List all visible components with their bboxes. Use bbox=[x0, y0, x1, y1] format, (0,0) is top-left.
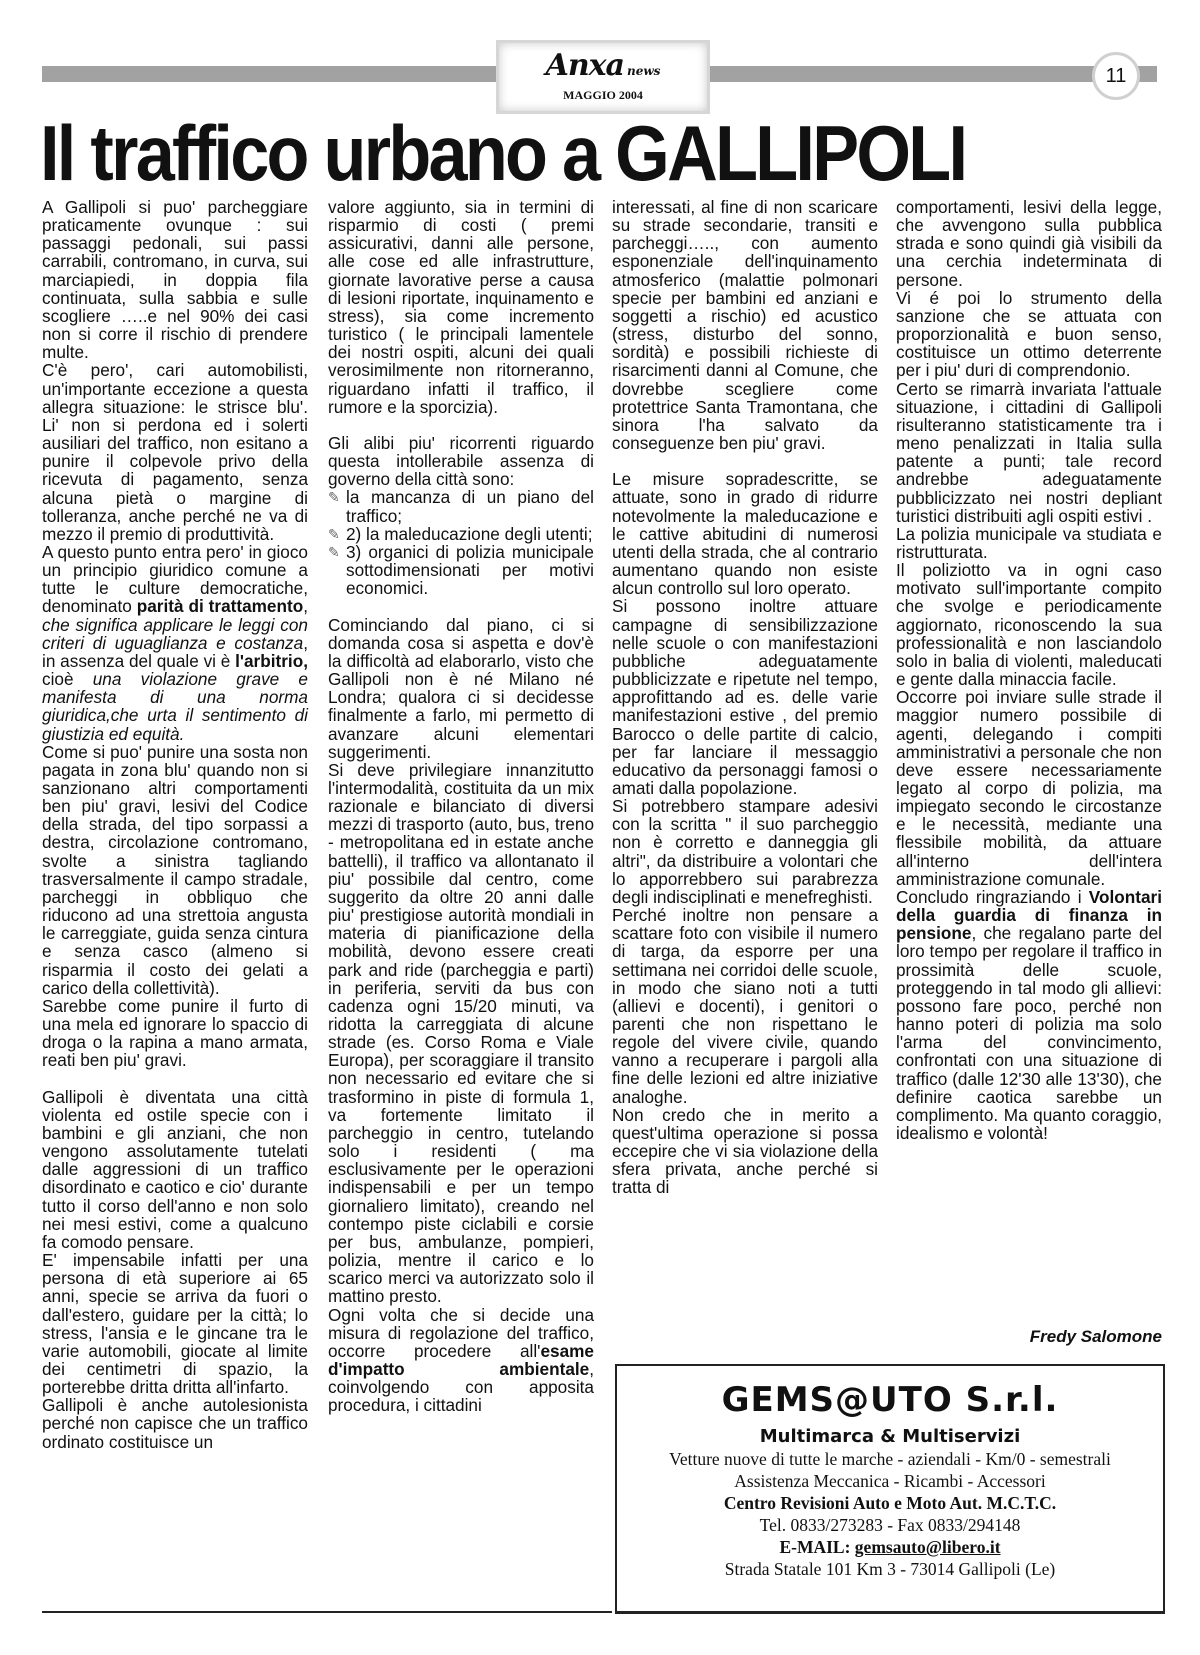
article-column-2 bbox=[328, 198, 594, 1414]
ad-tagline: Multimarca & Multiservizi bbox=[759, 1426, 1021, 1447]
ad-company-name: GEMS@UTO S.r.l. bbox=[721, 1380, 1059, 1420]
paragraph: Gallipoli è diventata una città violenta ed ostile specie con i bambini e gli anziani, che non vengono assolutamente tutelati dalle aggressioni di un traffico disordinato e caotico e cio' durante tutto il corso dell'anno e non solo nei mesi estivi, come a qualcuno fa comodo pensare. bbox=[42, 1086, 308, 1252]
text-run: , che regalano parte del loro tempo per regolare il traffico in prossimità delle scuole, proteggendo in tal modo gli allievi: possono fare poco, perché non hanno poteri di polizia ma solo l'arma del convincimento, confrontati con una situazione di traffico (dalle 12'30 alle 13'30), che definire caotica sarebbe un complimento. Ma quanto coraggio, idealismo e volontà! bbox=[896, 923, 1162, 1143]
paragraph: Vi é poi lo strumento della sanzione che se attuata con proporzionalità e buon senso, costituisce un ottimo deterrente per i piu' duri di comprendonio. bbox=[896, 287, 1162, 381]
paragraph: Non credo che in merito a quest'ultima operazione si possa eccepire che vi sia violazione della sfera privata, anche perché si tratta di bbox=[612, 1104, 878, 1198]
paragraph: C'è pero', cari automobilisti, un'importante eccezione a questa allegra situazione: le strisce blu'. Li' non si perdona ed i solerti ausiliari del traffico, non esitano a punire il colpevole privo della ricevuta di pagamento, senza alcuna pietà o margine di tolleranza, anche perché ne va di mezzo il premio di produttività. bbox=[42, 360, 308, 544]
text-run: , in assenza del quale vi è bbox=[42, 632, 308, 671]
article-column-4 bbox=[896, 198, 1162, 1142]
paragraph: Occorre poi inviare sulle strade il maggior numero possibile di agenti, delegando i compiti amministrativi a personale che non deve essere necessariamente legato al corpo di polizia, ma impiegato secondo le circostanze e le necessità, mediante una flessibile mobilità, da attuare all'interno dell'intera amministrazione comunale. bbox=[896, 687, 1162, 889]
paragraph: Certo se rimarrà invariata l'attuale situazione, i cittadini di Gallipoli risulteranno statisticamente tra i meno penalizzati in Italia sulla patente a punti; tale record andrebbe adeguatamente pubblicizzato nei nostri depliant turistici distribuiti agli ospiti estivi . bbox=[896, 378, 1162, 526]
paragraph bbox=[42, 543, 308, 743]
text-run: , bbox=[303, 596, 308, 617]
list-item bbox=[328, 525, 594, 543]
text-run: A questo punto entra pero' in gioco un principio giuridico comune a tutte le culture democratiche, denominato bbox=[42, 541, 308, 617]
text-run: cioè bbox=[42, 669, 93, 690]
italic-definition: una violazione grave e manifesta di una norma giuridica,che urta il sentimento di giustizia ed equità. bbox=[42, 669, 308, 744]
paragraph: Il poliziotto va in ogni caso motivato sull'importante compito che svolge e periodicamente aggiornato, riconoscendo la sua professionalità e non lasciandolo solo in balia di violenti, maleducati e gente dalla minaccia facile. bbox=[896, 560, 1162, 690]
paragraph: valore aggiunto, sia in termini di risparmio di costi ( premi assicurativi, danni alle persone, alle cose ed alle infrastrutture, giornate lavorative perse a causa di lesioni riportate, inquinamento e stress), sia come incremento turistico ( le principali lamentele dei nostri ospiti, alcuni dei quali verosimilmente non ritorneranno, riguardano infatti il traffico, il rumore e la sporcizia). bbox=[328, 197, 594, 417]
paragraph: Cominciando dal piano, ci si domanda cosa si aspetta e dov'è la difficoltà ad elaborarlo, visto che Gallipoli non è né Milano né Londra; qualora ci si decidesse finalmente a farlo, mi permetto di avanzare alcuni elementari suggerimenti. bbox=[328, 614, 594, 762]
ad-revision-center-line: Centro Revisioni Auto e Moto Aut. M.C.T.C. bbox=[723, 1493, 1057, 1513]
list-item bbox=[328, 488, 594, 524]
article-column-1 bbox=[42, 198, 308, 1451]
paragraph: A Gallipoli si puo' parcheggiare praticamente ovunque : sui passaggi pedonali, sui passi carrabili, contromano, in curva, sui marciapiedi, in doppia fila continuata, sulla sabbia e sulle scogliere …..e nel 90% dei casi non si corre il rischio di prendere multe. bbox=[42, 197, 308, 363]
paragraph bbox=[896, 888, 1162, 1142]
author-signature: Fredy Salomone bbox=[1029, 1327, 1162, 1346]
paragraph: comportamenti, lesivi della legge, che avvengono sulla pubblica strada e sono quindi già visibili da una cerchia indeterminata di persone. bbox=[896, 197, 1162, 290]
bold-term: parità di trattamento bbox=[136, 596, 304, 617]
bold-term: esame d'impatto ambientale bbox=[328, 1340, 594, 1379]
paragraph: interessati, al fine di non scaricare su strade secondarie, transiti e parcheggi….., con aumento esponenziale dell'inquinamento atmosferico (malattie polmonari specie per bambini ed anziani e soggetti a rischio) ed acustico (stress, disturbo del sonno, sordità) e possibili richieste di risarcimenti danni al Comune, che dovrebbe scegliere come protettrice Santa Tramontana, che sinora l'ha salvato da conseguenze ben piu' gravi. bbox=[612, 197, 878, 454]
list-item-text: 2) la maleducazione degli utenti; bbox=[346, 523, 593, 544]
paragraph: Si potrebbero stampare adesivi con la scritta " il suo parcheggio non è corretto e danneggia gli altri", da distribuire a volontari che lo apporrebbero sui parabrezza degli indisciplinati e menefreghisti. bbox=[612, 796, 878, 907]
paragraph: La polizia municipale va studiata e ristrutturata. bbox=[896, 523, 1162, 562]
bold-term: l'arbitrio, bbox=[235, 650, 308, 671]
masthead bbox=[496, 40, 710, 114]
paragraph: Perché inoltre non pensare a scattare foto con visibile il numero di targa, da esporre per una settimana nei corridoi delle scuole, in modo che siano noti a tutti (allievi e docenti), i genitori o parenti che non rispettano le regole del vivere civile, quando vanno a recuperare i pargoli alla fine delle lezioni ed altre iniziative analoghe. bbox=[612, 905, 878, 1107]
italic-definition: che significa applicare le leggi con criteri di uguaglianza e costanza bbox=[42, 614, 308, 653]
pencil-icon: ✎ bbox=[328, 543, 340, 560]
ad-services-line: Vetture nuove di tutte le marche - aziendali - Km/0 - semestrali bbox=[669, 1449, 1111, 1469]
paragraph: Si deve privilegiare innanzitutto l'intermodalità, costituita da un mix razionale e bilanciato di diversi mezzi di trasporto (auto, bus, treno - metropolitana ed in estate anche battelli), il traffico va allontanato il piu' possibile dal centro, come suggerito da oltre 20 anni dalle piu' prestigiose autorità mondiali in materia di pianificazione della mobilità, devono essere creati park and ride (parcheggia e parti) in periferia, serviti da bus con cadenza ogni 15/20 minuti, va ridotta la carreggiata di alcune strade (es. Corso Roma e Viale Europa), per scoraggiare il transito non necessario ed evitare che si trasformino in piste di formula 1, va fortemente limitato il parcheggio in centro, tutelando solo i residenti ( ma esclusivamente per le operazioni indispensabili e per un tempo giornaliero limitato), creando nel contempo piste ciclabili e corsie per bus, ambulanze, pompieri, polizia, mentre il carico e lo scarico merci va autorizzato solo il mattino presto. bbox=[328, 759, 594, 1307]
paragraph: Gallipoli è anche autolesionista perché non capisce che un traffico ordinato costituisce un bbox=[42, 1395, 308, 1452]
pencil-icon: ✎ bbox=[328, 525, 340, 542]
text-run: Concludo ringraziando i bbox=[896, 886, 1089, 907]
paragraph: Come si puo' punire una sosta non pagata in zona blu' quando non si sanzionano altri comportamenti ben piu' gravi, lesivi del Codice della strada, del tipo sorpassi a destra, circolazione contromano, svolte a sinistra tagliando trasversalmente il campo stradale, parcheggi in obbliquo che riducono ad una strettoia angusta le carreggiate, guida senza cintura e senza casco (almeno si risparmia il costo dei gelati a carico della collettività). bbox=[42, 741, 308, 998]
ad-phone-fax: Tel. 0833/273283 - Fax 0833/294148 bbox=[759, 1515, 1021, 1535]
article-column-3 bbox=[612, 198, 878, 1197]
advertisement-box bbox=[615, 1364, 1165, 1614]
list-item-text: 3) organici di polizia municipale sottodimensionati per motivi economici. bbox=[346, 541, 594, 599]
brand-suffix: news bbox=[626, 64, 661, 78]
article-title: Il traffico urbano a GALLIPOLI bbox=[40, 109, 966, 197]
ad-address: Strada Statale 101 Km 3 - 73014 Gallipoli (Le) bbox=[724, 1559, 1056, 1579]
bold-term: Volontari della guardia di finanza in pensione bbox=[896, 886, 1162, 944]
issue-date: MAGGIO 2004 bbox=[563, 88, 643, 102]
page-number: 11 bbox=[1092, 52, 1140, 100]
brand-name: Anxa bbox=[545, 48, 624, 83]
paragraph: Gli alibi piu' ricorrenti riguardo questa intollerabile assenza di governo della città sono: bbox=[328, 433, 594, 490]
ad-assistance-line: Assistenza Meccanica - Ricambi - Accessori bbox=[734, 1471, 1046, 1491]
paragraph bbox=[328, 1306, 594, 1415]
ad-email-link[interactable]: gemsauto@libero.it bbox=[854, 1537, 1001, 1557]
pencil-icon: ✎ bbox=[328, 489, 340, 506]
ad-email-line bbox=[617, 1536, 1163, 1558]
text-run: Ogni volta che si decide una misura di regolazione del traffico, occorre procedere all' bbox=[328, 1304, 594, 1361]
paragraph: Le misure sopradescritte, se attuate, sono in grado di ridurre notevolmente la maleducazione e le cattive abitudini di numerosi utenti della strada, che al contrario aumentano quando non esiste alcun controllo sul loro operato. bbox=[612, 469, 878, 599]
list-item-text: la mancanza di un piano del traffico; bbox=[346, 487, 594, 526]
paragraph: Sarebbe come punire il furto di una mela ed ignorare lo spaccio di droga o la rapina a mano armata, reati ben piu' gravi. bbox=[42, 995, 308, 1071]
text-run: , coinvolgendo con apposita procedura, i cittadini bbox=[328, 1358, 594, 1416]
masthead-brand bbox=[499, 49, 707, 88]
ad-email-label: E-MAIL: bbox=[779, 1537, 855, 1557]
list-item bbox=[328, 543, 594, 597]
paragraph: Si possono inoltre attuare campagne di sensibilizzazione nelle scuole o con manifestazioni pubbliche adeguatamente pubblicizzate e ripetute nel tempo, approfittando ad es. delle varie manifestazioni estive , del premio Barocco o delle partite di calcio, per far lanciare il messaggio educativo da personaggi famosi o amati dalla popolazione. bbox=[612, 596, 878, 798]
bottom-rule bbox=[42, 1611, 612, 1613]
paragraph: E' impensabile infatti per una persona di età superiore ai 65 anni, specie se arriva da fuori o dall'estero, guidare per la città; lo stress, l'ansia e le gincane tra le varie automobili, giocate al limite dei centimetri di spazio, la porterebbe dritta dritta all'infarto. bbox=[42, 1250, 308, 1398]
